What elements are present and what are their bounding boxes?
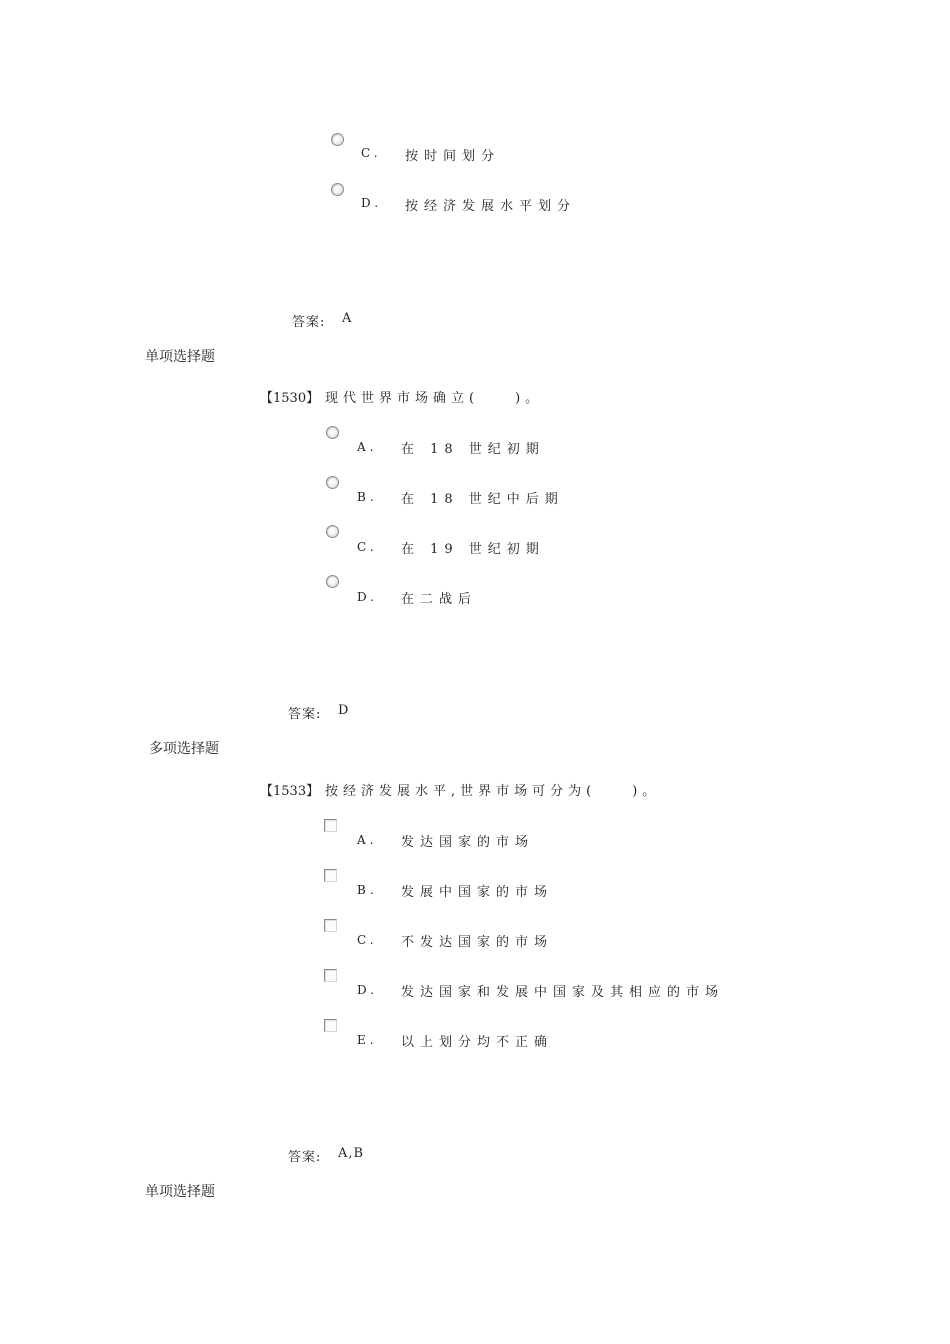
question-number: 【1533】 xyxy=(260,784,320,799)
radio-option-d[interactable] xyxy=(326,575,339,588)
checkbox-option-b[interactable] xyxy=(324,869,337,882)
answer-label: 答案: xyxy=(288,1150,322,1165)
radio-option-c[interactable] xyxy=(331,133,344,146)
option-text: 在 18 世纪中后期 xyxy=(401,492,564,507)
checkbox-option-d[interactable] xyxy=(324,969,337,982)
option-text: 按时间划分 xyxy=(405,149,501,164)
option-letter: B. xyxy=(357,490,378,504)
radio-option-b[interactable] xyxy=(326,476,339,489)
radio-option-a[interactable] xyxy=(326,426,339,439)
answer-value: A,B xyxy=(338,1146,365,1161)
radio-option-c[interactable] xyxy=(326,525,339,538)
question-text: 现代世界市场确立( )。 xyxy=(325,391,544,406)
option-text: 发达国家的市场 xyxy=(401,835,535,850)
option-letter: D. xyxy=(357,983,379,997)
option-letter: C. xyxy=(357,540,378,554)
option-text: 发达国家和发展中国家及其相应的市场 xyxy=(401,985,725,1000)
option-letter: D. xyxy=(357,590,379,604)
option-text: 发展中国家的市场 xyxy=(401,885,554,900)
option-text: 不发达国家的市场 xyxy=(401,935,554,950)
answer-label: 答案: xyxy=(288,707,322,722)
option-letter: D. xyxy=(361,196,383,210)
radio-option-d[interactable] xyxy=(331,183,344,196)
question-text: 按经济发展水平,世界市场可分为( )。 xyxy=(325,784,661,799)
checkbox-option-c[interactable] xyxy=(324,919,337,932)
option-text: 在二战后 xyxy=(401,592,478,607)
option-text: 以上划分均不正确 xyxy=(401,1035,554,1050)
section-heading: 单项选择题 xyxy=(145,349,215,365)
section-heading: 单项选择题 xyxy=(145,1184,215,1200)
option-text: 在 19 世纪初期 xyxy=(401,542,545,557)
answer-label: 答案: xyxy=(292,315,326,330)
option-letter: E. xyxy=(357,1033,378,1047)
answer-value: D xyxy=(338,703,350,718)
checkbox-option-e[interactable] xyxy=(324,1019,337,1032)
section-heading: 多项选择题 xyxy=(149,741,219,757)
answer-value: A xyxy=(342,311,353,326)
option-letter: A. xyxy=(357,833,378,847)
checkbox-option-a[interactable] xyxy=(324,819,337,832)
question-number: 【1530】 xyxy=(260,391,320,406)
option-letter: A. xyxy=(357,440,378,454)
option-letter: B. xyxy=(357,883,378,897)
option-letter: C. xyxy=(357,933,378,947)
option-text: 按经济发展水平划分 xyxy=(405,199,577,214)
option-letter: C. xyxy=(361,146,382,160)
option-text: 在 18 世纪初期 xyxy=(401,442,545,457)
